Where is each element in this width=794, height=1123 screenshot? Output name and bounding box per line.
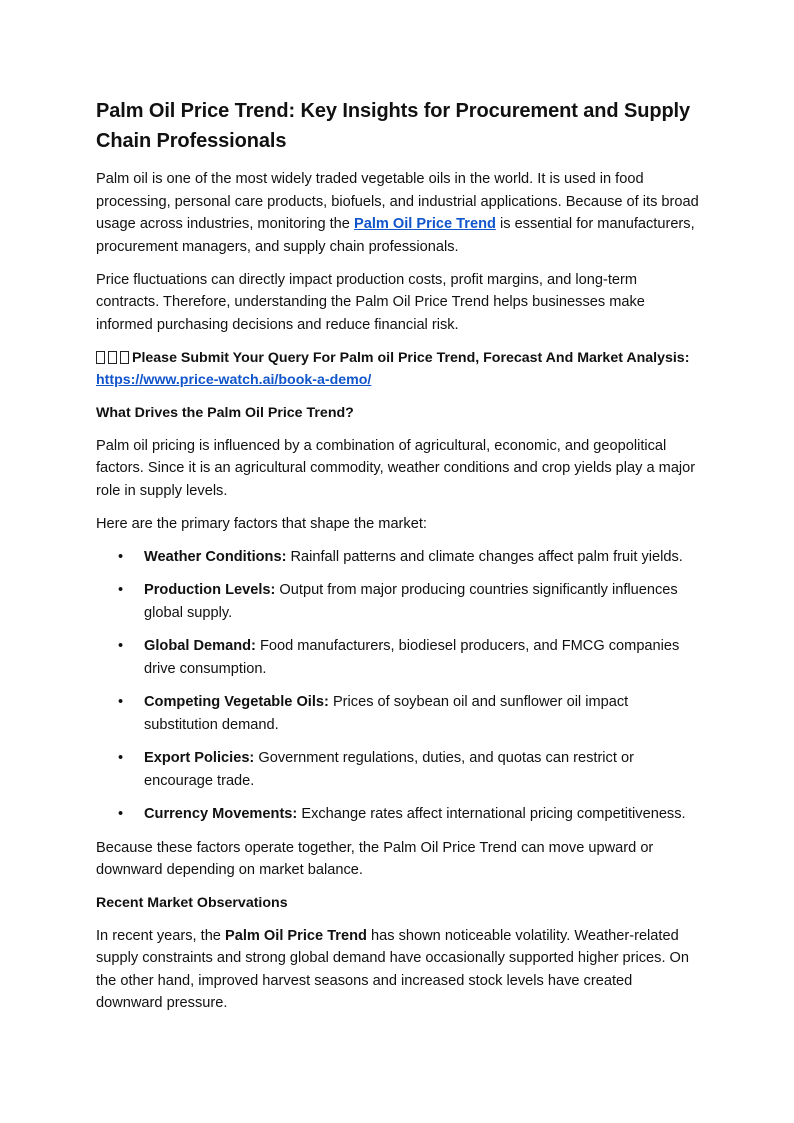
intro-paragraph <box>96 168 700 258</box>
list-item <box>96 803 700 826</box>
bullet-icon: • <box>118 548 124 565</box>
missing-glyph-icons <box>96 347 132 370</box>
bullet-icon: • <box>118 638 124 654</box>
factor-text: Prices of soybean oil and sunflower oil impact substitution demand. <box>144 694 629 733</box>
price-fluctuations-paragraph: Price fluctuations can directly impact production costs, profit margins, and long-term contracts. Therefore, understanding the Palm Oil Price Trend helps businesses make informed purchasing decisions and reduce financial risk. <box>96 271 645 333</box>
intro-text-before: Palm oil is one of the most widely traded vegetable oils in the world. It is used in food processing, personal care products, biofuels, and industrial applications. Because of its broad usage across industries, monitoring the <box>96 171 699 232</box>
query-label: Please Submit Your Query For Palm oil Price Trend, Forecast And Market Analysis: <box>132 349 690 366</box>
factors-list <box>96 546 700 826</box>
missing-glyph-icon <box>120 351 129 364</box>
factor-term: Currency Movements: <box>144 806 298 822</box>
list-item <box>96 691 700 736</box>
drivers-paragraph: Palm oil pricing is influenced by a combination of agricultural, economic, and geopolitical factors. Since it is an agricultural commodity, weather conditions and crop yields play a major role in supply levels. <box>96 437 696 499</box>
factor-text: Food manufacturers, biodiesel producers, and FMCG companies drive consumption. <box>144 638 680 677</box>
book-demo-link[interactable]: https://www.price-watch.ai/book-a-demo/ <box>96 372 372 388</box>
bullet-icon: • <box>118 582 124 598</box>
intro-text-after: is essential for manufacturers, procurement managers, and supply chain professionals. <box>96 216 695 255</box>
list-item <box>96 747 700 792</box>
recent-paragraph <box>96 925 700 1015</box>
recent-bold-term: Palm Oil Price Trend <box>224 927 367 944</box>
bullet-icon: • <box>118 806 124 822</box>
bullet-icon: • <box>118 750 124 766</box>
factor-text: Output from major producing countries significantly influences global supply. <box>144 582 678 621</box>
list-item <box>96 579 700 624</box>
factor-term: Weather Conditions: <box>144 548 287 565</box>
drivers-closing: Because these factors operate together, the Palm Oil Price Trend can move upward or downward depending on market balance. <box>96 839 654 878</box>
factor-term: Global Demand: <box>144 638 256 654</box>
palm-oil-price-trend-link[interactable]: Palm Oil Price Trend <box>353 216 496 232</box>
factor-term: Competing Vegetable Oils: <box>144 694 329 710</box>
factor-text: Government regulations, duties, and quotas can restrict or encourage trade. <box>144 750 634 789</box>
drivers-heading: What Drives the Palm Oil Price Trend? <box>96 405 354 421</box>
missing-glyph-icon <box>108 351 117 364</box>
recent-heading: Recent Market Observations <box>96 895 288 911</box>
factor-text: Rainfall patterns and climate changes affect palm fruit yields. <box>286 548 683 565</box>
missing-glyph-icon <box>96 351 105 364</box>
factors-intro: Here are the primary factors that shape the market: <box>96 515 427 532</box>
recent-text-before: In recent years, the <box>96 927 225 944</box>
factor-term: Production Levels: <box>144 582 276 598</box>
page-title: Palm Oil Price Trend: Key Insights for Procurement and Supply Chain Professionals <box>96 100 691 152</box>
document-body <box>96 96 700 1025</box>
query-paragraph <box>96 347 700 392</box>
bullet-icon: • <box>118 694 124 710</box>
list-item <box>96 546 700 569</box>
factor-text: Exchange rates affect international pricing competitiveness. <box>297 806 686 822</box>
factor-term: Export Policies: <box>144 750 255 766</box>
recent-text-after: has shown noticeable volatility. Weather-related supply constraints and strong global demand have occasionally supported higher prices. On the other hand, improved harvest seasons and increased stock levels have created downward pressure. <box>96 927 690 1011</box>
list-item <box>96 635 700 680</box>
